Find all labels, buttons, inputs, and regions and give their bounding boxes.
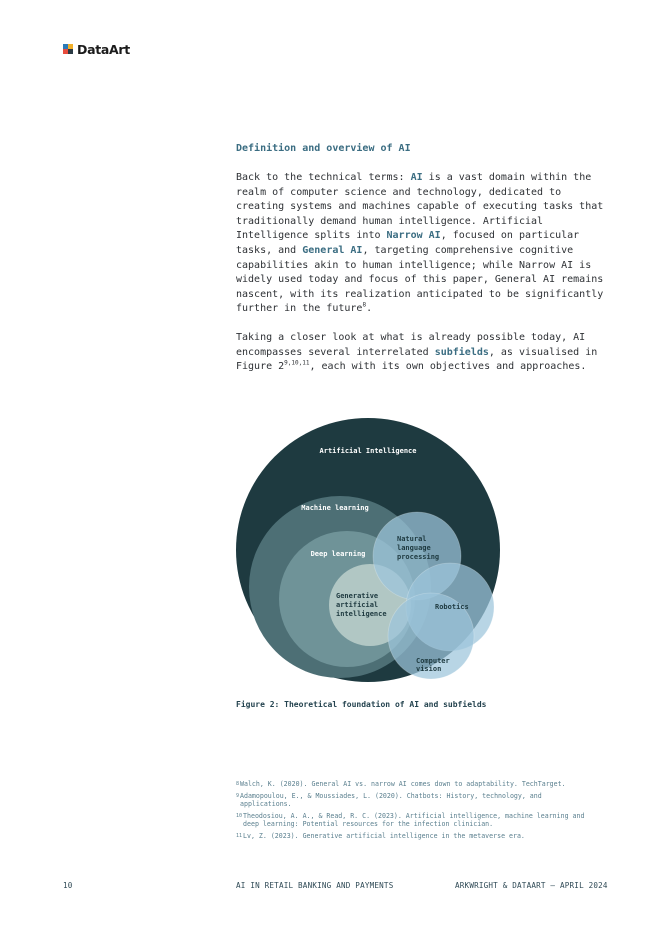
section-title: Definition and overview of AI — [236, 143, 411, 154]
term-ai: AI — [410, 172, 423, 183]
label-robotics: Robotics — [435, 603, 469, 611]
label-computer-vision-2: vision — [416, 665, 442, 673]
term-narrow-ai: Narrow AI — [386, 230, 441, 242]
dataart-logo — [63, 42, 130, 56]
term-subfields: subfields — [434, 346, 489, 358]
footnote-ref-8: 8 — [362, 302, 367, 310]
ai-subfields-diagram — [230, 412, 510, 687]
dataart-logo-icon — [63, 44, 73, 54]
logo-text: DataArt — [77, 41, 130, 57]
footnote: 11 Lv, Z. (2023). Generative artificial intelligence in the metaverse era. — [236, 831, 525, 840]
paragraph-definition: Back to the technical terms: AI is a vast domain within the realm of computer science and technology, dedicated to creating systems and machines capable of executing tasks that traditionally demand human intelligence. Artificial Intelligence splits into Narrow AI, focused on particular tasks, and General AI, targeting comprehensive cognitive capabilities akin to human intelligence; while Narrow AI is widely used today and focus of this paper, General AI remains nascent, with its realization anticipated to be significantly further in the future$^8$. — [236, 172, 604, 315]
label-nlp-3: processing — [397, 553, 440, 561]
footnote-ref-9-11: 9,10,11 — [284, 359, 310, 367]
figure-caption: Figure 2: Theoretical foundation of AI and subfields — [236, 700, 487, 709]
label-generative-ai-1: Generative — [336, 592, 379, 600]
footer-credit: ARKWRIGHT & DATAART – APRIL 2024 — [455, 881, 608, 890]
label-generative-ai-3: intelligence — [336, 610, 387, 618]
page-number: 10 — [63, 881, 73, 890]
label-deep-learning: Deep learning — [310, 550, 366, 558]
footer-title: AI IN RETAIL BANKING AND PAYMENTS — [236, 881, 394, 890]
footnote: 9 Adamopoulou, E., & Moussiades, L. (2020). Chatbots: History, technology, and applications. — [236, 791, 542, 808]
footnote: 10 Theodosiou, A. A., & Read, R. C. (2023). Artificial intelligence, machine learning and deep learning: Potential resources for the infection clinician. — [236, 811, 585, 828]
term-general-ai: General AI — [302, 244, 363, 256]
label-computer-vision-1: Computer — [416, 657, 450, 665]
label-nlp-1: Natural — [397, 535, 427, 543]
footnote: 8 Walch, K. (2020). General AI vs. narrow AI comes down to adaptability. TechTarget. — [236, 780, 566, 788]
label-nlp-2: language — [397, 544, 431, 552]
label-machine-learning: Machine learning — [301, 504, 369, 512]
label-artificial-intelligence: Artificial Intelligence — [319, 447, 417, 455]
footnotes — [236, 780, 596, 843]
paragraph-subfields: Taking a closer look at what is already possible today, AI encompasses several interrelated subfields, as visualised in Figure 2$^{9,10,11}$, each with its own objectives and approaches. — [236, 332, 598, 373]
label-generative-ai-2: artificial — [336, 601, 379, 609]
